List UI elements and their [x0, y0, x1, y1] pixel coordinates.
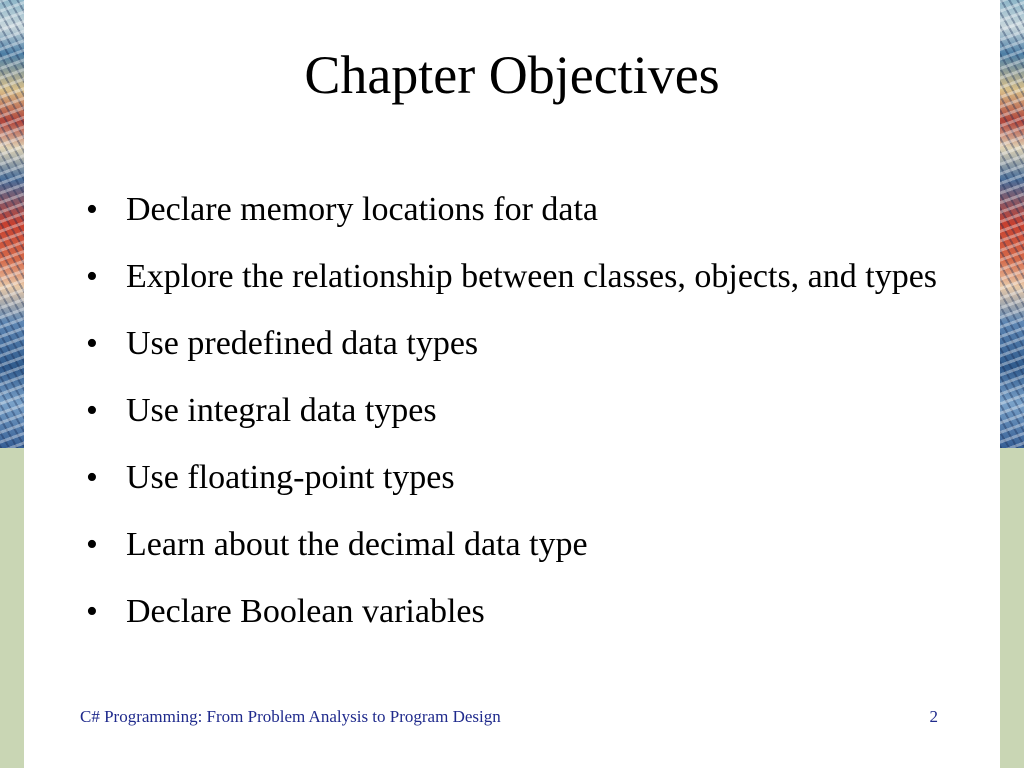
list-item — [80, 521, 960, 568]
objectives-list — [80, 186, 960, 655]
right-green-strip — [1000, 448, 1024, 768]
bullet-icon: • — [86, 392, 98, 429]
slide-title: Chapter Objectives — [304, 45, 720, 105]
bullet-icon: • — [86, 593, 98, 630]
bullet-icon: • — [86, 526, 98, 563]
left-decorative-strip — [0, 0, 24, 768]
bullet-text: Learn about the decimal data type — [126, 526, 588, 563]
bullet-icon: • — [86, 325, 98, 362]
bullet-icon: • — [86, 191, 98, 228]
bullet-text: Use predefined data types — [126, 325, 479, 362]
list-item — [80, 454, 960, 501]
right-photo-strip — [1000, 0, 1024, 448]
list-item — [80, 186, 960, 233]
list-item — [80, 320, 960, 367]
list-item — [80, 387, 960, 434]
list-item — [80, 253, 960, 300]
bullet-text: Use integral data types — [126, 392, 437, 429]
left-photo-strip — [0, 0, 24, 448]
bullet-icon: • — [86, 459, 98, 496]
bullet-text: Declare memory locations for data — [126, 191, 599, 228]
right-decorative-strip — [1000, 0, 1024, 768]
list-item — [80, 588, 960, 635]
left-green-strip — [0, 448, 24, 768]
bullet-text: Use floating-point types — [126, 459, 455, 496]
footer-course-title: C# Programming: From Problem Analysis to Program Design — [80, 707, 501, 726]
page-number: 2 — [929, 707, 938, 726]
bullet-text: Explore the relationship between classes, objects, and types — [126, 258, 938, 295]
bullet-text: Declare Boolean variables — [126, 593, 485, 630]
bullet-icon: • — [86, 258, 98, 295]
